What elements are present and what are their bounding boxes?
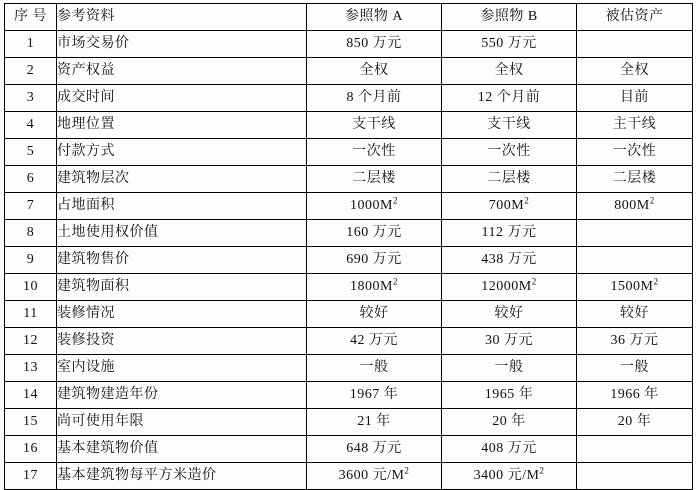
cell-seq-text: 11 <box>23 306 38 321</box>
cell-item <box>57 274 307 301</box>
cell-subject-text: 36 万元 <box>610 333 659 348</box>
table-body <box>5 31 693 490</box>
cell-ref-b-text: 30 万元 <box>485 333 533 348</box>
cell-ref-a <box>307 58 442 85</box>
cell-item <box>57 112 307 139</box>
cell-seq-text: 17 <box>23 468 38 483</box>
cell-ref-a <box>307 220 442 247</box>
comparison-table <box>4 3 693 490</box>
cell-seq-text: 15 <box>23 414 38 429</box>
cell-seq <box>5 58 57 85</box>
cell-seq <box>5 274 57 301</box>
cell-seq-text: 5 <box>26 144 35 159</box>
cell-subject <box>577 58 693 85</box>
cell-subject <box>577 274 693 301</box>
cell-ref-b-text: 12 个月前 <box>477 90 541 105</box>
cell-seq <box>5 409 57 436</box>
cell-ref-b-text: 112 万元 <box>481 225 537 240</box>
cell-seq-text: 4 <box>26 117 35 132</box>
cell-subject <box>577 301 693 328</box>
cell-ref-b <box>442 166 577 193</box>
cell-seq <box>5 220 57 247</box>
cell-ref-b <box>442 247 577 274</box>
table-row <box>5 112 693 139</box>
cell-seq <box>5 166 57 193</box>
cell-item-text: 基本建筑物每平方米造价 <box>57 468 217 483</box>
cell-ref-b-text: 一次性 <box>487 144 531 159</box>
cell-item <box>57 436 307 463</box>
cell-ref-b <box>442 193 577 220</box>
cell-subject-text: 800M <box>614 198 650 213</box>
cell-ref-a-text: 690 万元 <box>346 252 402 267</box>
cell-seq-text: 6 <box>26 171 35 186</box>
cell-ref-b-text: 较好 <box>494 306 524 321</box>
cell-ref-b-text: 3400 元/M <box>473 468 540 483</box>
cell-item-text: 土地使用权价值 <box>57 225 159 240</box>
table-row <box>5 193 693 220</box>
cell-seq-text: 9 <box>26 252 35 267</box>
table-row <box>5 355 693 382</box>
cell-ref-b-superscript: 2 <box>531 276 537 287</box>
cell-ref-a-text: 850 万元 <box>346 36 402 51</box>
cell-ref-b-text: 12000M <box>481 279 532 294</box>
cell-ref-b-text: 438 万元 <box>481 252 537 267</box>
cell-seq <box>5 436 57 463</box>
cell-ref-a-text: 一般 <box>359 360 389 375</box>
cell-seq-text: 1 <box>26 36 35 51</box>
cell-item <box>57 193 307 220</box>
cell-item-text: 占地面积 <box>57 198 115 213</box>
cell-ref-b-text: 1965 年 <box>484 387 534 402</box>
cell-ref-b-text: 20 年 <box>492 414 526 429</box>
cell-ref-a <box>307 85 442 112</box>
cell-subject <box>577 85 693 112</box>
cell-ref-b <box>442 301 577 328</box>
cell-ref-b-text: 支干线 <box>487 117 531 132</box>
cell-seq-text: 8 <box>26 225 35 240</box>
cell-ref-b <box>442 58 577 85</box>
cell-item <box>57 220 307 247</box>
table-row <box>5 274 693 301</box>
cell-item <box>57 382 307 409</box>
cell-item <box>57 247 307 274</box>
cell-subject-text: 主干线 <box>612 117 657 132</box>
cell-item-text: 市场交易价 <box>57 36 130 51</box>
table-row <box>5 31 693 58</box>
cell-item <box>57 58 307 85</box>
cell-ref-b-text: 二层楼 <box>487 171 531 186</box>
cell-ref-a-text: 1000M <box>350 198 393 213</box>
table-row <box>5 85 693 112</box>
cell-ref-b-superscript: 2 <box>524 195 530 206</box>
cell-seq-text: 14 <box>23 387 38 402</box>
cell-item-text: 室内设施 <box>57 360 115 375</box>
cell-ref-b <box>442 85 577 112</box>
table-header <box>5 4 693 31</box>
cell-ref-a-text: 42 万元 <box>350 333 398 348</box>
column-header-subject: 被估资产 <box>577 4 693 31</box>
cell-seq-text: 2 <box>26 63 35 78</box>
cell-ref-a-superscript: 2 <box>392 195 398 206</box>
cell-item-text: 建筑物建造年份 <box>57 387 159 402</box>
cell-subject <box>577 409 693 436</box>
cell-ref-b <box>442 112 577 139</box>
cell-ref-a-text: 21 年 <box>357 414 391 429</box>
cell-ref-a <box>307 193 442 220</box>
cell-seq <box>5 247 57 274</box>
cell-ref-a <box>307 301 442 328</box>
cell-item-text: 基本建筑物价值 <box>57 441 159 456</box>
cell-ref-a <box>307 463 442 490</box>
cell-subject-text: 目前 <box>620 90 649 105</box>
cell-ref-b <box>442 382 577 409</box>
cell-ref-b <box>442 463 577 490</box>
cell-subject-superscript: 2 <box>649 195 655 206</box>
cell-ref-a <box>307 139 442 166</box>
cell-seq-text: 12 <box>23 333 38 348</box>
cell-item <box>57 301 307 328</box>
cell-ref-b-text: 550 万元 <box>481 36 537 51</box>
cell-ref-a-superscript: 2 <box>392 276 398 287</box>
column-header-seq: 序 号 <box>5 4 57 31</box>
cell-seq-text: 16 <box>23 441 38 456</box>
table-row <box>5 166 693 193</box>
cell-ref-b <box>442 274 577 301</box>
cell-ref-a-text: 一次性 <box>352 144 396 159</box>
cell-ref-b <box>442 31 577 58</box>
cell-ref-a <box>307 328 442 355</box>
cell-ref-b <box>442 355 577 382</box>
cell-seq-text: 3 <box>26 90 35 105</box>
cell-seq <box>5 85 57 112</box>
cell-ref-b <box>442 139 577 166</box>
cell-item-text: 建筑物层次 <box>57 171 130 186</box>
cell-seq <box>5 328 57 355</box>
table-row <box>5 328 693 355</box>
cell-ref-a-text: 全权 <box>359 63 389 78</box>
column-header-item: 参考资料 <box>57 4 307 31</box>
cell-subject-text: 一般 <box>620 360 649 375</box>
cell-ref-a <box>307 31 442 58</box>
document-page <box>0 3 700 489</box>
cell-item-text: 建筑物面积 <box>57 279 130 294</box>
cell-item <box>57 31 307 58</box>
cell-subject <box>577 247 693 274</box>
cell-seq <box>5 463 57 490</box>
column-header-ref-b: 参照物 B <box>442 4 577 31</box>
cell-ref-a-text: 3600 元/M <box>338 468 405 483</box>
cell-subject <box>577 328 693 355</box>
table-header-row <box>5 4 693 31</box>
cell-item <box>57 328 307 355</box>
cell-ref-b-text: 700M <box>488 198 525 213</box>
table-row <box>5 247 693 274</box>
cell-seq <box>5 139 57 166</box>
cell-item-text: 资产权益 <box>57 63 115 78</box>
cell-ref-b-text: 全权 <box>494 63 524 78</box>
table-row <box>5 301 693 328</box>
column-header-ref-a: 参照物 A <box>307 4 442 31</box>
table-row <box>5 220 693 247</box>
cell-subject <box>577 220 693 247</box>
cell-ref-a-text: 8 个月前 <box>346 90 402 105</box>
table-row <box>5 409 693 436</box>
cell-ref-a <box>307 274 442 301</box>
cell-item <box>57 355 307 382</box>
cell-ref-b <box>442 328 577 355</box>
cell-ref-b <box>442 436 577 463</box>
cell-ref-a-text: 648 万元 <box>346 441 402 456</box>
cell-subject <box>577 355 693 382</box>
cell-ref-b <box>442 220 577 247</box>
cell-ref-a <box>307 247 442 274</box>
cell-item-text: 地理位置 <box>57 117 115 132</box>
cell-seq-text: 7 <box>26 198 35 213</box>
table-row <box>5 463 693 490</box>
cell-subject <box>577 112 693 139</box>
cell-item-text: 成交时间 <box>57 90 115 105</box>
cell-ref-a-superscript: 2 <box>404 465 410 476</box>
table-row <box>5 436 693 463</box>
cell-seq <box>5 31 57 58</box>
cell-subject-text: 1966 年 <box>610 387 659 402</box>
cell-ref-a-text: 二层楼 <box>352 171 396 186</box>
cell-subject <box>577 166 693 193</box>
cell-item-text: 付款方式 <box>57 144 115 159</box>
cell-seq-text: 10 <box>23 279 38 294</box>
cell-subject-text: 20 年 <box>617 414 652 429</box>
cell-subject <box>577 193 693 220</box>
cell-subject-text: 全权 <box>620 63 649 78</box>
cell-subject-superscript: 2 <box>653 276 659 287</box>
cell-item-text: 装修情况 <box>57 306 115 321</box>
cell-item <box>57 85 307 112</box>
table-row <box>5 382 693 409</box>
cell-subject-text: 二层楼 <box>612 171 657 186</box>
cell-ref-a <box>307 166 442 193</box>
cell-seq <box>5 382 57 409</box>
cell-seq <box>5 301 57 328</box>
cell-ref-a-text: 1967 年 <box>349 387 399 402</box>
cell-ref-a <box>307 382 442 409</box>
cell-subject-text: 1500M <box>610 279 654 294</box>
cell-subject <box>577 436 693 463</box>
cell-ref-b-text: 408 万元 <box>481 441 537 456</box>
cell-seq-text: 13 <box>23 360 38 375</box>
cell-seq <box>5 193 57 220</box>
cell-item <box>57 463 307 490</box>
cell-ref-a-text: 支干线 <box>352 117 396 132</box>
cell-subject <box>577 382 693 409</box>
cell-item <box>57 139 307 166</box>
cell-seq <box>5 355 57 382</box>
cell-subject <box>577 139 693 166</box>
cell-ref-a <box>307 436 442 463</box>
cell-ref-a <box>307 409 442 436</box>
cell-ref-a-text: 160 万元 <box>346 225 402 240</box>
cell-subject <box>577 463 693 490</box>
cell-seq <box>5 112 57 139</box>
cell-subject-text: 一次性 <box>612 144 657 159</box>
cell-ref-a <box>307 355 442 382</box>
cell-ref-b <box>442 409 577 436</box>
cell-ref-a <box>307 112 442 139</box>
cell-ref-b-text: 一般 <box>494 360 524 375</box>
cell-item-text: 装修投资 <box>57 333 115 348</box>
cell-ref-a-text: 1800M <box>350 279 393 294</box>
cell-ref-a-text: 较好 <box>359 306 389 321</box>
table-row <box>5 139 693 166</box>
cell-subject-text: 较好 <box>620 306 649 321</box>
cell-item <box>57 166 307 193</box>
table-row <box>5 58 693 85</box>
cell-ref-b-superscript: 2 <box>539 465 545 476</box>
cell-subject <box>577 31 693 58</box>
cell-item-text: 尚可使用年限 <box>57 414 144 429</box>
cell-item-text: 建筑物售价 <box>57 252 130 267</box>
cell-item <box>57 409 307 436</box>
